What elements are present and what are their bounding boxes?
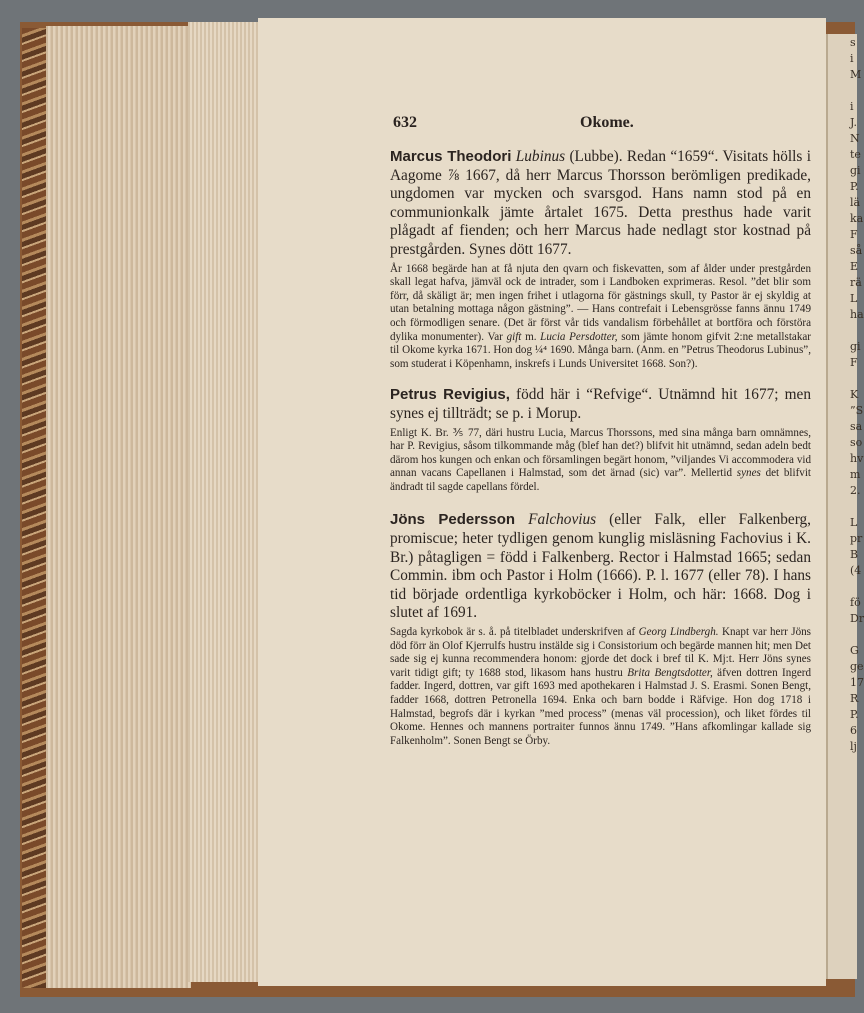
- note-text: Enligt K. Br. ⅗ 77, däri hustru Lucia, Marcus Thorssons, med sina många barn omnämnes, har P. Revigius, såsom tilkommande måg (blef han det?) blifvit hit utnämnd, sedan adeln bedt därom hos kungen och enkan och församlingen begärt honom, ”viljandes Vi accommodera vid annan vacans Capellanen i Halmstad, som det ärnad (sic) var”. Mellertid: [390, 426, 811, 480]
- page-header: [258, 114, 826, 134]
- note-text: m.: [525, 330, 537, 343]
- edge-fragment: M: [850, 68, 862, 81]
- note-emphasis: Brita Bengtsdotter,: [627, 666, 713, 679]
- page-body: [390, 148, 811, 748]
- entry-note: [390, 263, 811, 372]
- note-emphasis: Georg Lindbergh.: [638, 626, 719, 639]
- edge-fragment: L: [850, 292, 858, 305]
- edge-fragment: (4: [850, 564, 862, 577]
- note-text: som jämte honom gifvit 2:ne metallstakar til Okome kyrka 1671. Hon dog ¼⁴ 1690. Många barn. (Anm. en ”Petrus Theodorus Lubinus”, som studerat i Köpenhamn, inskrefs i Lunds Universitet 1668. Son?).: [390, 330, 811, 370]
- edge-fragment: ”S: [850, 404, 864, 417]
- edge-fragment: [850, 324, 857, 338]
- entry-petrus-revigius: [390, 386, 811, 494]
- note-emphasis: gift: [506, 330, 522, 343]
- edge-fragment: J.: [850, 116, 858, 129]
- edge-fragment: hv: [850, 452, 864, 465]
- edge-fragment: P.: [850, 180, 859, 193]
- edge-fragment: s: [850, 36, 856, 49]
- edge-fragment: lä: [850, 196, 861, 209]
- edge-fragment: so: [850, 436, 863, 449]
- edge-fragment: gi: [850, 164, 861, 177]
- note-emphasis: Lucia Persdotter,: [540, 330, 618, 343]
- edge-fragment: [850, 628, 857, 642]
- edge-fragment: [850, 500, 857, 514]
- edge-fragment: 6: [850, 724, 857, 737]
- entry-main-text: [390, 148, 811, 260]
- entry-body: (eller Falk, eller Falkenberg, promiscue; heter tydligen genom kunglig misläsning Fachovius i K. Br.) påtagligen = född i Falkenberg. Rector i Halmstad 1665; sedan Commin. ibm och Pastor i Holm (1666). P. l. 1677 (eller 78). I hans tid började ordentliga kyrkoböcker i Holm, och här: 1668. Dog i slutet af 1691.: [390, 511, 812, 622]
- running-head: Okome.: [580, 114, 634, 131]
- entry-body: född här i “Refvige“. Utnämnd hit 1677; men synes ej tillträdt; se p. i Morup.: [390, 386, 811, 422]
- edge-fragment: 17: [850, 676, 864, 689]
- entry-marcus-theodori: [390, 148, 811, 371]
- note-text: Knapt var herr Jöns död förr än Olof Kjerrulfs hustru instälde sig i Consistorium och begärde mannen hit; men Det sade sig ej kunna recommendera honom: gjorde det dock i bref til K. Mj:t. Herr Jöns synes varit tidigt gift; ty 1688 stod, likasom hans hustru: [390, 626, 811, 679]
- edge-fragment: L: [850, 516, 858, 529]
- page-stack-left: [46, 26, 191, 988]
- entry-body: (Lubbe). Redan “1659“. Visitats hölls i Aagome ⅞ 1667, då herr Marcus Thorsson berömligen predikade, ungdomen var mycken och svarsgod. Hans namn stod på en communionkalk jämte årtalet 1675. Detta presthus hade varit plågadt af fienden; och herr Marcus hade nedlagt stor kostnad på prestgården. Synes dött 1677.: [390, 148, 811, 258]
- note-emphasis: synes: [736, 467, 761, 480]
- edge-fragment: fö: [850, 596, 861, 609]
- edge-fragment: [850, 372, 857, 386]
- edge-fragment: ha: [850, 308, 864, 321]
- edge-fragment: F: [850, 228, 858, 241]
- edge-fragment: N: [850, 132, 860, 145]
- edge-fragment: i: [850, 100, 854, 113]
- note-text: Sagda kyrkobok är s. å. på titelbladet underskrifven af: [390, 626, 636, 639]
- page-number: 632: [393, 114, 417, 131]
- edge-fragment: G: [850, 644, 859, 657]
- edge-fragment: P.: [850, 708, 859, 721]
- edge-fragment: 2.: [850, 484, 861, 497]
- edge-fragment: E: [850, 260, 859, 273]
- edge-fragment: F: [850, 356, 858, 369]
- edge-fragment: K: [850, 388, 859, 401]
- entry-name: Petrus Revigius,: [390, 386, 510, 404]
- edge-fragment: ge: [850, 660, 864, 673]
- next-page-edge: [826, 34, 864, 979]
- page-stack-gutter: [188, 22, 260, 982]
- note-text: äfven dottren Ingerd fadder. Ingerd, dottren, var gift 1693 med apothekaren i Halmstad J. S. Erasmi. Sonen Bengt, fadder 1668, dottren Petronella 1694. Enka och barn bodde i Räfvige. Hon dog 1718 i Halmstad, begrofs där i kyrkan ”med process” (menas väl procession), och liket fördes til Okome. Hennes och mannens portraiter funnos ännu 1749. ”Hans afkomlingar kallade sig Falkenholm”. Sonen Bengt se Örby.: [390, 666, 811, 747]
- edge-fragment: gi: [850, 340, 861, 353]
- edge-fragment: så: [850, 244, 863, 257]
- edge-fragment: rä: [850, 276, 862, 289]
- edge-fragment: m: [850, 468, 861, 481]
- edge-fragment: Dr: [850, 612, 864, 625]
- edge-fragment: [850, 580, 857, 594]
- edge-fragment: te: [850, 148, 861, 161]
- entry-note: [390, 427, 811, 495]
- edge-fragment: [850, 84, 857, 98]
- entry-name: Jöns Pedersson: [390, 511, 516, 529]
- note-text: År 1668 begärde han at få njuta den qvarn och fiskevatten, som af ålder under prestgården skall legat hafva, jämväl ock de intrader, som i Landboken exprimeras. Resol. ”det blir som förr, då skäligt är; men ingen frihet i utlagorna för gästnings skull, ty Pastor är ej skyldig at utan betalning mottaga någon gästning”. — Hans contrefait i Lebensgrösse fanns ännu 1749 och förmodligen senare. (Det är först vår tids vandalism förbehållet at bortföra och förstöra dylika monumenter). Var: [390, 262, 811, 343]
- edge-fragment: B: [850, 548, 859, 561]
- entry-note: [390, 626, 811, 748]
- edge-fragment: sa: [850, 420, 863, 433]
- entry-latin-name: Lubinus: [515, 148, 566, 165]
- entry-main-text: [390, 386, 811, 423]
- book-page: [258, 18, 826, 986]
- edge-fragment: pr: [850, 532, 863, 545]
- entry-main-text: [390, 511, 811, 623]
- entry-jons-pedersson: [390, 511, 811, 748]
- edge-fragment: R: [850, 692, 859, 705]
- note-text: det blifvit ändradt til sagde capellans fördel.: [390, 467, 812, 493]
- edge-fragment: i: [850, 52, 854, 65]
- edge-fragment: ka: [850, 212, 864, 225]
- entry-name: Marcus Theodori: [390, 148, 512, 165]
- edge-fragment: lj: [850, 740, 857, 753]
- entry-latin-name: Falchovius: [528, 511, 597, 529]
